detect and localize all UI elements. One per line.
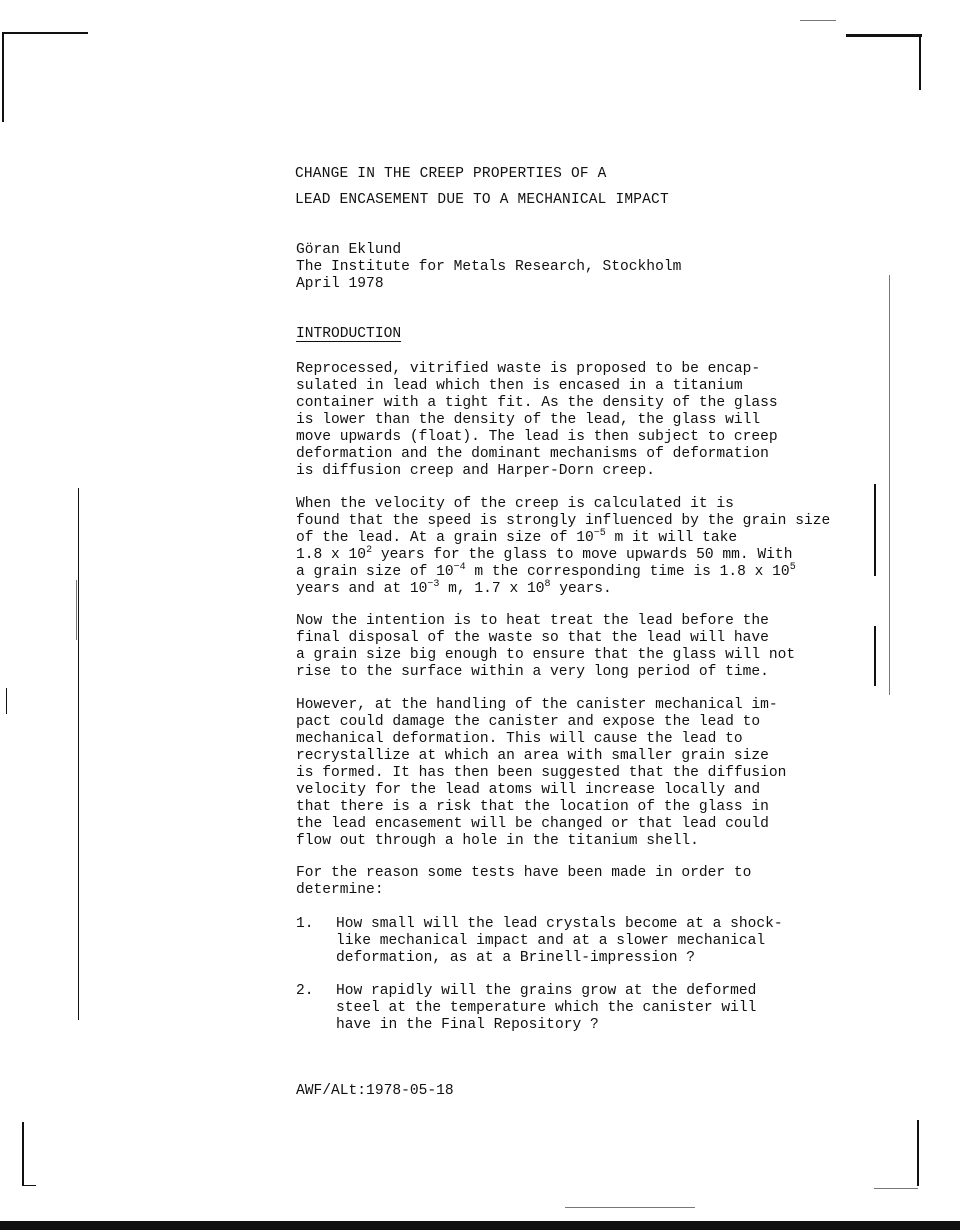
paragraph-line: deformation and the dominant mechanisms of deformation (296, 446, 769, 462)
exponent: −4 (453, 562, 466, 573)
text-segment: m the corresponding time is 1.8 x 10 (465, 564, 790, 580)
paragraph-line: flow out through a hole in the titanium shell. (296, 833, 699, 849)
paragraph-line: For the reason some tests have been made in order to (296, 865, 752, 881)
corner-mark-bottom-right-v (917, 1120, 919, 1186)
paragraph-line: However, at the handling of the canister mechanical im- (296, 697, 778, 713)
paragraph-line (296, 581, 830, 598)
corner-mark-bottom-left-h (22, 1185, 36, 1186)
paragraph-line: determine: (296, 882, 384, 898)
left-margin-tick (76, 580, 77, 640)
list-item-line: have in the Final Repository ? (336, 1017, 599, 1033)
paragraph-5 (296, 865, 751, 899)
text-segment: years and at 10 (296, 581, 428, 597)
author-affiliation: The Institute for Metals Research, Stockholm (296, 259, 682, 275)
corner-mark-bottom-right-h (874, 1188, 918, 1189)
text-segment: m it will take (605, 530, 738, 546)
text-segment: a grain size of 10 (296, 564, 454, 580)
list-item-line: deformation, as at a Brinell-impression ? (336, 950, 696, 966)
text-segment: m, 1.7 x 10 (439, 581, 545, 597)
paragraph-line: is diffusion creep and Harper-Dorn creep. (296, 463, 656, 479)
right-margin-tick-1 (874, 484, 876, 576)
list-item-line: How small will the lead crystals become at a shock- (336, 916, 783, 932)
corner-mark-top-right-h (846, 34, 922, 37)
corner-mark-top-right-v (919, 34, 921, 90)
text-segment: years for the glass to move upwards 50 mm. With (372, 547, 793, 563)
list-item-line: How rapidly will the grains grow at the deformed (336, 983, 757, 999)
right-margin-tick-2 (874, 626, 876, 686)
paragraph-line: move upwards (float). The lead is then subject to creep (296, 429, 778, 445)
paragraph-line: When the velocity of the creep is calculated it is (296, 496, 734, 512)
paragraph-3 (296, 613, 795, 681)
left-margin-line (78, 488, 79, 1020)
paragraph-line: Reprocessed, vitrified waste is proposed to be encap- (296, 361, 761, 377)
paragraph-line: mechanical deformation. This will cause the lead to (296, 731, 743, 747)
list-item-line: like mechanical impact and at a slower mechanical (336, 933, 766, 949)
page-bottom-edge (0, 1221, 960, 1230)
section-heading: INTRODUCTION (296, 326, 402, 342)
list-item (336, 983, 756, 1034)
paragraph-line: the lead encasement will be changed or that lead could (296, 816, 769, 832)
scan-speck-bottom (565, 1207, 695, 1208)
paragraph-line: a grain size big enough to ensure that the glass will not (296, 647, 796, 663)
author-block (296, 242, 681, 293)
paragraph-line: sulated in lead which then is encased in a titanium (296, 378, 743, 394)
paragraph-line: Now the intention is to heat treat the lead before the (296, 613, 769, 629)
list-item-number: 2. (296, 983, 314, 999)
right-margin-line (889, 275, 890, 695)
document-reference-code: AWF/ALt:1978-05-18 (296, 1083, 454, 1099)
paragraph-line: is formed. It has then been suggested that the diffusion (296, 765, 787, 781)
exponent: 5 (789, 562, 796, 573)
paragraph-4 (296, 697, 786, 850)
scan-speck-top (800, 20, 836, 21)
paragraph-1 (296, 361, 778, 480)
exponent: −5 (593, 528, 606, 539)
paragraph-line: container with a tight fit. As the density of the glass (296, 395, 778, 411)
text-segment: years. (550, 581, 612, 597)
exponent: 2 (366, 545, 373, 556)
paragraph-line: pact could damage the canister and expose the lead to (296, 714, 761, 730)
paragraph-line: final disposal of the waste so that the lead will have (296, 630, 769, 646)
paragraph-line: recrystallize at which an area with smaller grain size (296, 748, 769, 764)
list-item (336, 916, 783, 967)
list-item-line: steel at the temperature which the canister will (336, 1000, 757, 1016)
corner-mark-top-left-h (2, 32, 88, 34)
corner-mark-bottom-left-v (22, 1122, 24, 1186)
exponent: −3 (427, 579, 440, 590)
title-line-1: CHANGE IN THE CREEP PROPERTIES OF A (295, 166, 607, 182)
paragraph-line: velocity for the lead atoms will increase locally and (296, 782, 761, 798)
corner-mark-top-left-v (2, 32, 4, 122)
paragraph-line (296, 530, 830, 547)
text-segment: of the lead. At a grain size of 10 (296, 530, 594, 546)
title-line-2: LEAD ENCASEMENT DUE TO A MECHANICAL IMPACT (295, 192, 669, 208)
paragraph-2 (296, 496, 830, 598)
left-edge-tick (6, 688, 7, 714)
paragraph-line: is lower than the density of the lead, the glass will (296, 412, 761, 428)
paragraph-line: found that the speed is strongly influenced by the grain size (296, 513, 831, 529)
document-date: April 1978 (296, 276, 384, 292)
paragraph-line (296, 564, 830, 581)
paragraph-line: rise to the surface within a very long period of time. (296, 664, 769, 680)
list-item-number: 1. (296, 916, 314, 932)
text-segment: 1.8 x 10 (296, 547, 367, 563)
exponent: 8 (544, 579, 551, 590)
paragraph-line (296, 547, 830, 564)
paragraph-line: that there is a risk that the location of the glass in (296, 799, 769, 815)
author-name: Göran Eklund (296, 242, 402, 258)
